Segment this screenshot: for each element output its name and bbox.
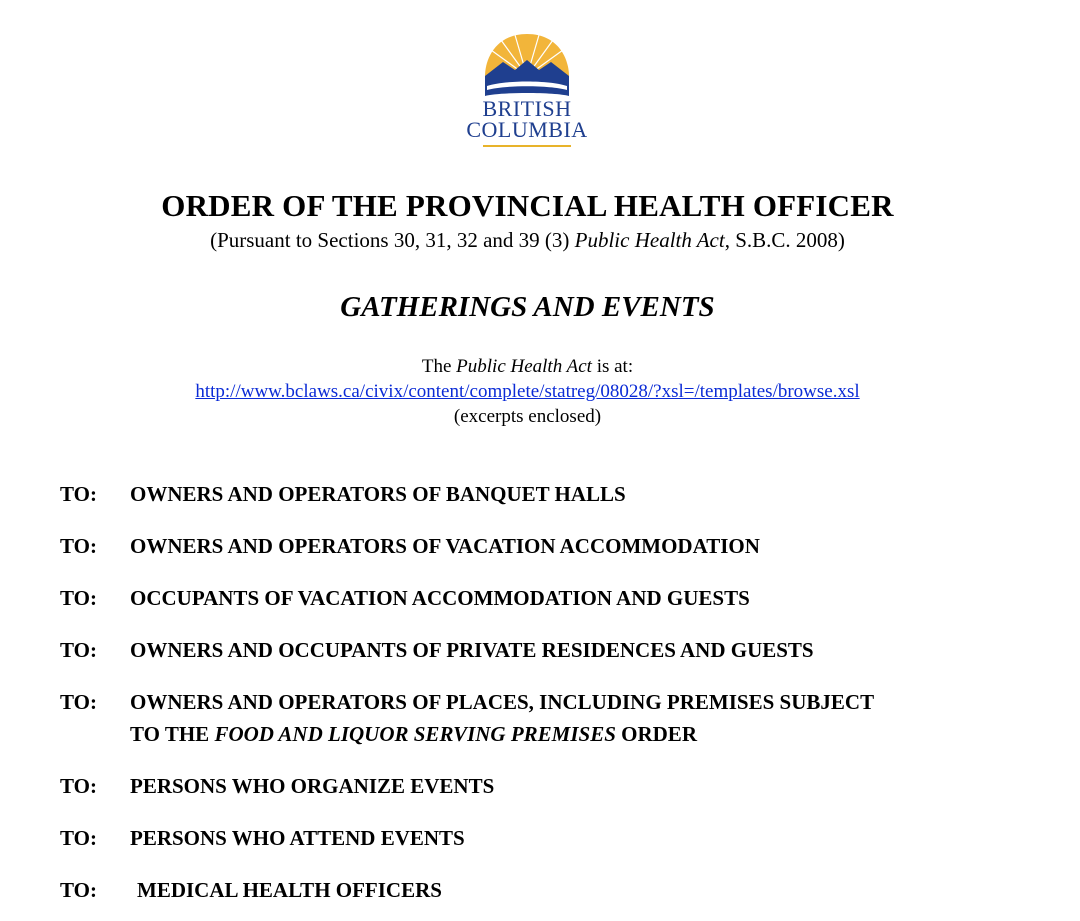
recipient-label: TO: [60,878,97,902]
recipient-text-line2 [130,718,1030,750]
recipient-text: PERSONS WHO ATTEND EVENTS [130,826,465,850]
order-subject: GATHERINGS AND EVENTS [340,291,715,323]
recipient-text: MEDICAL HEALTH OFFICERS [137,878,442,902]
recipient-text-line1: OWNERS AND OPERATORS OF PLACES, INCLUDING PREMISES SUBJECT [130,690,875,714]
recipient-label: TO: [60,482,97,506]
recipient-text: OWNERS AND OCCUPANTS OF PRIVATE RESIDENCES AND GUESTS [130,638,814,662]
logo-line-british: BRITISH [482,96,572,121]
recipient-text: OWNERS AND OPERATORS OF VACATION ACCOMMODATION [130,534,760,558]
act-ref-name: Public Health Act [456,356,592,377]
recipient-line2-suffix: ORDER [615,722,697,746]
subtitle-suffix: , S.B.C. 2008) [724,228,845,252]
act-ref-suffix: is at: [591,356,634,377]
recipient-line2-prefix: TO THE [130,722,215,746]
subtitle-act-name: Public Health Act [574,228,725,252]
act-excerpts-note: (excerpts enclosed) [453,406,602,427]
recipient-text: OCCUPANTS OF VACATION ACCOMMODATION AND GUESTS [130,586,750,610]
recipient-label: TO: [60,774,97,798]
logo-line-columbia: COLUMBIA [466,117,588,142]
recipient-text: OWNERS AND OPERATORS OF BANQUET HALLS [130,482,626,506]
recipient-label: TO: [60,690,97,714]
act-ref-prefix: The [421,356,457,377]
recipient-label: TO: [60,586,97,610]
act-link[interactable]: http://www.bclaws.ca/civix/content/complete/statreg/08028/?xsl=/templates/browse.xsl [195,381,860,402]
recipient-label: TO: [60,638,97,662]
recipient-label: TO: [60,826,97,850]
recipient-line2-italic: FOOD AND LIQUOR SERVING PREMISES [214,722,616,746]
order-title: ORDER OF THE PROVINCIAL HEALTH OFFICER [161,188,894,223]
recipient-text: PERSONS WHO ORGANIZE EVENTS [130,774,495,798]
recipient-label: TO: [60,534,97,558]
subtitle-prefix: (Pursuant to Sections 30, 31, 32 and 39 (3) [210,228,575,252]
